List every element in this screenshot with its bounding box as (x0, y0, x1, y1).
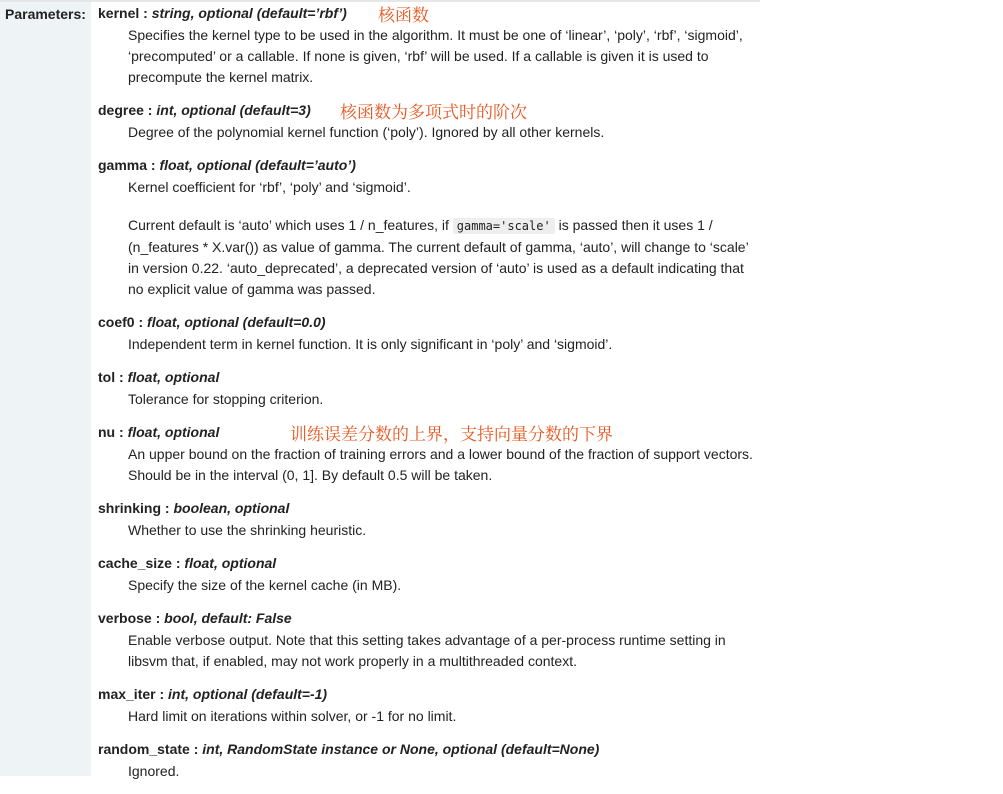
annotation-note: 训练误差分数的上界，支持向量分数的下界 (290, 425, 613, 445)
param-random-state: random_state : int, RandomState instance or None, optional (default=None) Ignored. (98, 739, 758, 782)
param-tol: tol : float, optional Tolerance for stopping criterion. (98, 367, 758, 410)
inline-code-literal: gamma='scale' (453, 218, 555, 234)
param-description: Kernel coefficient for ‘rbf’, ‘poly’ and ‘sigmoid’. (128, 179, 411, 195)
param-type: float, optional (127, 424, 220, 440)
param-type: int, optional (default=-1) (168, 686, 328, 702)
param-name: degree (98, 102, 144, 118)
param-nu: nu : float, optional 训练误差分数的上界，支持向量分数的下界 An upper bound on the fraction of training errors and a lower bound of the fraction of support vectors. Should be in the interval (0, 1]. By default 0.5 will be taken. (98, 422, 758, 486)
param-description: Independent term in kernel function. It is only significant in ‘poly’ and ‘sigmoid’. (128, 336, 613, 352)
field-name-column (0, 0, 91, 776)
param-type: boolean, optional (173, 500, 290, 516)
param-description: Whether to use the shrinking heuristic. (128, 522, 367, 538)
param-kernel: kernel : string, optional (default=’rbf’) 核函数 Specifies the kernel type to be used in the algorithm. It must be one of ‘linear’, ‘poly’, ‘rbf’, ‘sigmoid’, ‘precomputed’ or a callable. If none is given, ‘rbf’ will be used. If a callable is given it is used to precompute the kernel matrix. (98, 3, 758, 88)
param-description: Enable verbose output. Note that this setting takes advantage of a per-process runtime setting in libsvm that, if enabled, may not work properly in a multithreaded context. (128, 632, 726, 669)
param-name: nu (98, 424, 116, 440)
param-coef0: coef0 : float, optional (default=0.0) Independent term in kernel function. It is only significant in ‘poly’ and ‘sigmoid’. (98, 312, 758, 355)
param-name: verbose (98, 610, 152, 626)
param-type: float, optional (default=’auto’) (159, 157, 356, 173)
param-degree: degree : int, optional (default=3) 核函数为多项式时的阶次 Degree of the polynomial kernel function (‘poly’). Ignored by all other kernels. (98, 100, 758, 143)
annotation-note: 核函数 (378, 6, 429, 26)
parameter-list (98, 3, 758, 794)
parameters-field-label: Parameters: (5, 6, 86, 22)
param-name: kernel (98, 5, 140, 21)
desc-text: is passed then it uses 1 / (n_features * X.var()) as value of gamma. The current default of gamma, ‘auto’, will change to ‘scale’ in version 0.22. ‘auto_deprecated’, a deprecated version of ‘auto’ is used as a default indicating that no explicit value of gamma was passed. (128, 217, 749, 297)
param-description: Specify the size of the kernel cache (in MB). (128, 577, 402, 593)
param-type: int, optional (default=3) (156, 102, 311, 118)
param-shrinking: shrinking : boolean, optional Whether to use the shrinking heuristic. (98, 498, 758, 541)
param-verbose: verbose : bool, default: False Enable verbose output. Note that this setting takes advantage of a per-process runtime setting in libsvm that, if enabled, may not work properly in a multithreaded context. (98, 608, 758, 672)
param-name: gamma (98, 157, 148, 173)
desc-text: Current default is ‘auto’ which uses 1 / n_features, if (128, 217, 449, 233)
param-description: Tolerance for stopping criterion. (128, 391, 324, 407)
param-description: Specifies the kernel type to be used in the algorithm. It must be one of ‘linear’, ‘poly’, ‘rbf’, ‘sigmoid’, ‘precomputed’ or a callable. If none is given, ‘rbf’ will be used. If a callable is given it is used to precompute the kernel matrix. (128, 27, 743, 85)
param-type: float, optional (default=0.0) (147, 314, 326, 330)
param-name: random_state (98, 741, 190, 757)
param-name: max_iter (98, 686, 156, 702)
param-max-iter: max_iter : int, optional (default=-1) Hard limit on iterations within solver, or -1 for no limit. (98, 684, 758, 727)
param-name: coef0 (98, 314, 135, 330)
param-description: Degree of the polynomial kernel function (‘poly’). Ignored by all other kernels. (128, 124, 605, 140)
param-name: cache_size (98, 555, 172, 571)
param-type: float, optional (184, 555, 277, 571)
param-cache-size: cache_size : float, optional Specify the size of the kernel cache (in MB). (98, 553, 758, 596)
param-type: string, optional (default=’rbf’) (151, 5, 347, 21)
param-description-extra (128, 215, 753, 300)
param-type: float, optional (127, 369, 220, 385)
param-description: Ignored. (128, 763, 180, 779)
param-type: bool, default: False (164, 610, 292, 626)
param-name: shrinking (98, 500, 162, 516)
param-name: tol (98, 369, 116, 385)
param-description: An upper bound on the fraction of training errors and a lower bound of the fraction of support vectors. Should be in the interval (0, 1]. By default 0.5 will be taken. (128, 446, 753, 483)
param-description: Hard limit on iterations within solver, or -1 for no limit. (128, 708, 457, 724)
annotation-note: 核函数为多项式时的阶次 (340, 103, 527, 123)
param-type: int, RandomState instance or None, optional (default=None) (202, 741, 600, 757)
param-gamma: gamma : float, optional (default=’auto’) Kernel coefficient for ‘rbf’, ‘poly’ and ‘sigmoid’. Current default is ‘auto’ which uses 1 / n_features, if gamma='scale' is passed then it uses 1 / (n_features * X.var()) as value of gamma. The current default of gamma, ‘auto’, will change to ‘scale’ in version 0.22. ‘auto_deprecated’, a deprecated version of ‘auto’ is used as a default indicating that no explicit value of gamma was passed. (98, 155, 758, 300)
